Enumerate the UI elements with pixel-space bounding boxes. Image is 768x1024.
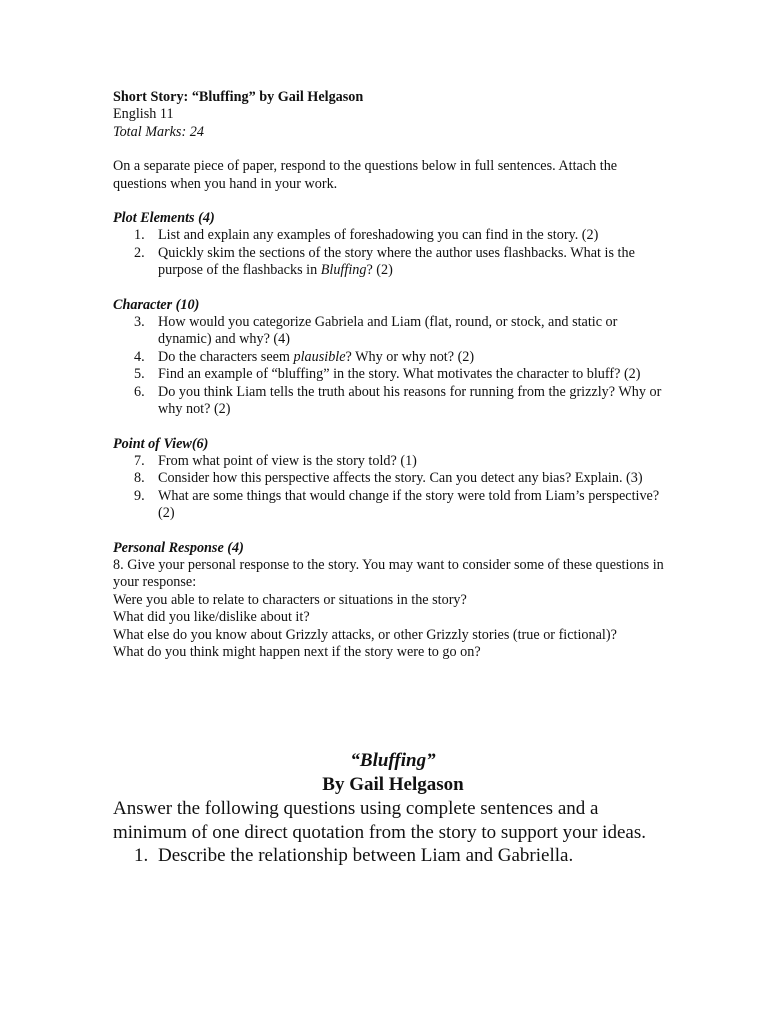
question-text: From what point of view is the story told? (1) [158,452,417,469]
question-text: What are some things that would change if the story were told from Liam’s perspective? (2) [158,487,660,522]
personal-response-question: What else do you know about Grizzly attacks, or other Grizzly stories (true or fictional)? [113,626,617,643]
list-item [113,314,673,349]
plot-elements-heading: Plot Elements (4) [113,210,215,227]
instructions-text: On a separate piece of paper, respond to the questions below in full sentences. Attach the questions when you hand in your work. [113,158,618,192]
total-marks: Total Marks: 24 [113,123,204,140]
question-text-end: ? Why or why not? (2) [345,348,475,365]
list-item [113,470,673,487]
personal-response-question: What did you like/dislike about it? [113,609,310,626]
question-number: 8. [134,470,145,487]
pov-questions-list [113,453,673,523]
question-text: Quickly skim the sections of the story where the author uses flashbacks. What is the purpose of the flashbacks in [158,244,635,279]
question-number: 9. [134,487,145,504]
plausible-italic: plausible [293,348,346,365]
question-number: 6. [134,383,145,400]
character-heading: Character (10) [113,296,200,313]
story-title: “Bluffing” [350,750,436,771]
personal-response-prompt: 8. Give your personal response to the story. You may want to consider some of these questions in your response: [113,556,664,591]
question-number: 4. [134,348,145,365]
personal-response-heading: Personal Response (4) [113,539,244,556]
question-number: 7. [134,452,145,469]
part-two-section [113,749,673,868]
question-number: 1. [134,227,145,244]
character-questions-list [113,314,673,418]
personal-response-question: What do you think might happen next if the story were to go on? [113,643,481,660]
worksheet-page [113,89,673,661]
list-item [113,349,673,366]
question-text: How would you categorize Gabriela and Liam (flat, round, or stock, and static or dynamic) and why? (4) [158,314,618,348]
personal-response-question: Were you able to relate to characters or situations in the story? [113,591,467,608]
part-two-instructions: Answer the following questions using complete sentences and a minimum of one direct quotation from the story to support your ideas. [113,798,646,843]
list-item [113,245,673,280]
question-text-end: ? (2) [366,262,393,279]
course-name: English 11 [113,106,174,123]
plot-questions-list [113,227,673,279]
list-item [113,384,673,419]
story-author: By Gail Helgason [322,774,464,795]
list-item [113,453,673,470]
question-number: 5. [134,366,145,383]
question-number: 2. [134,244,145,261]
question-text: Find an example of “bluffing” in the story. What motivates the character to bluff? (2) [158,366,641,383]
question-text: Describe the relationship between Liam and Gabriella. [158,845,574,866]
question-text: Consider how this perspective affects the story. Can you detect any bias? Explain. (3) [158,470,643,487]
question-text: List and explain any examples of foreshadowing you can find in the story. (2) [158,227,599,244]
question-text: Do the characters seem [158,348,294,365]
list-item [113,844,673,868]
worksheet-title: Short Story: “Bluffing” by Gail Helgason [113,89,364,105]
list-item [113,488,673,523]
point-of-view-heading: Point of View(6) [113,435,209,452]
story-title-italic: Bluffing [320,262,367,279]
question-number: 3. [134,314,145,331]
list-item [113,366,673,383]
question-number: 1. [134,845,149,866]
list-item [113,227,673,244]
question-text: Do you think Liam tells the truth about his reasons for running from the grizzly? Why or why not? (2) [158,383,662,418]
